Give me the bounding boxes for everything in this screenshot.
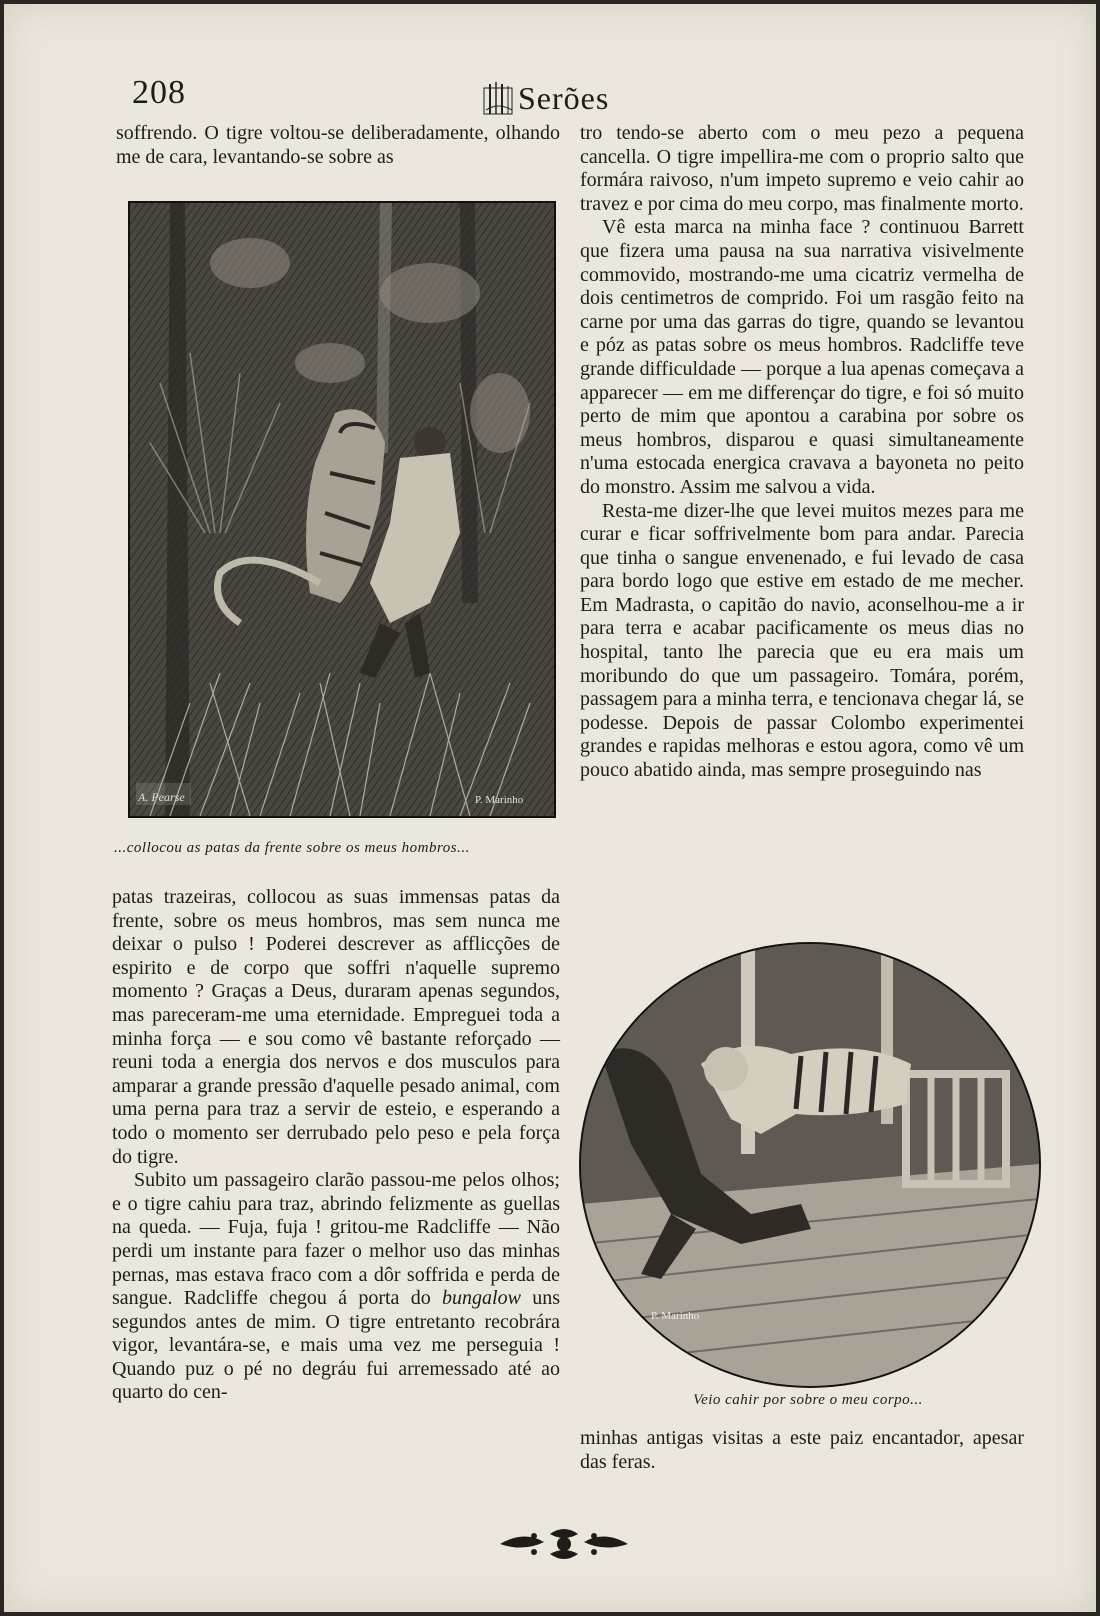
text-run: Subito um passageiro clarão passou-me pelos olhos; e o tigre cahiu para traz, abrindo felizmente as guellas na queda. — Fuja, fuja ! gritou-me Radcliffe — Não perdi um instante para fazer o melhor uso das minhas pernas, mas estava fraco com a dôr soffrida e perda de sangue. Radcliffe chegou á porta do xyxy=(112,1169,560,1310)
book-page xyxy=(4,4,1096,1612)
engraver-signature: P. Marinho xyxy=(475,794,524,806)
journal-logo-icon xyxy=(482,80,514,116)
left-column-top-text xyxy=(116,122,560,169)
artist-signature: A. Pearse xyxy=(138,790,185,804)
right-column-bottom-text xyxy=(580,1427,1024,1474)
tiger-leap-illustration xyxy=(579,942,1041,1388)
paragraph-continuation: soffrendo. O tigre voltou-se deliberadamente, olhando me de cara, levantando-se sobre as xyxy=(116,122,560,168)
page-header xyxy=(4,62,1096,122)
page-number: 208 xyxy=(132,74,186,111)
text-run: uns segundos antes de mim. O tigre entretanto recobrára vigor, levantára-se, e mais uma vez me perseguia ! Quando puz o pé no degráu fui arremessado até ao quarto do cen- xyxy=(112,1287,560,1404)
tiger-attack-illustration xyxy=(128,201,556,818)
paragraph: patas trazeiras, collocou as suas immensas patas da frente, sobre os meus hombros, mas sem nunca me deixar o pulso ! Poderei descrever as afflicções de espirito e de corpo que soffri n'aquelle supremo momento ? Graças a Deus, duraram apenas segundos, mas pareceram-me uma eternidade. Empreguei toda a minha força — e sou como vê bastante reforçado — reuni toda a energia dos nervos e dos musculos para amparar a grande pressão d'aquelle pesado animal, com uma perna para traz a servir de esteio, e esperando a todo o momento ser derrubado pelo peso e pela força do tigre. xyxy=(112,886,560,1168)
figure-caption-2: Veio cahir por sobre o meu corpo... xyxy=(693,1392,923,1408)
paragraph: Resta-me dizer-lhe que levei muitos mezes para me curar e ficar soffrivelmente bom para andar. Parecia que tinha o sangue envenenado, e fui levado de casa para bordo logo que estive em estado de me mecher. Em Madrasta, o capitão do navio, aconselhou-me a ir para terra e acabar pacificamente os meus dias no hospital, tanto lhe parecia que eu era mais um moribundo do que um passageiro. Tomára, porém, passagem para a minha terra, e tencionava chegar lá, se podesse. Depois de passar Colombo experimentei grandes e rapidas melhoras e estou agora, como vê um pouco abatido ainda, mas sempre proseguindo nas xyxy=(580,499,1024,782)
engraver-signature: P. Marinho xyxy=(651,1310,700,1322)
fleuron-ornament-icon xyxy=(494,1522,634,1566)
figure-caption-1: ...collocou as patas da frente sobre os meus hombros... xyxy=(114,840,470,856)
running-head xyxy=(482,70,609,116)
paragraph: Vê esta marca na minha face ? continuou Barrett que fizera uma pausa na sua narrativa visivelmente commovido, mostrando-me uma cicatriz vermelha de dois centimetros de comprido. Foi um rasgão feito na carne por uma das garras do tigre, quando se levantou e póz as patas sobre os meus hombros. Radcliffe teve grande difficuldade — porque a lua apenas começava a apparecer — em me differençar do tigre, e foi só muito perto de mim que apontou a carabina por sobre os meus hombros, disparou e quasi simultaneamente n'uma estocada energica cravava a bayoneta no peito do monstro. Assim me salvou a vida. xyxy=(580,216,1024,498)
paragraph xyxy=(112,1169,560,1405)
illustration-drawing xyxy=(581,944,1039,1386)
right-column-top-text xyxy=(580,122,1024,783)
illustration-drawing xyxy=(130,203,554,816)
journal-title: Serões xyxy=(518,80,610,116)
italic-word: bungalow xyxy=(442,1287,521,1310)
left-column-bottom-text xyxy=(112,886,560,1405)
paragraph: tro tendo-se aberto com o meu pezo a pequena cancella. O tigre impellira-me com o proprio salto que formára raivoso, n'um impeto supremo e veio cahir ao travez e por cima do meu corpo, mas finalmente morto. xyxy=(580,122,1024,215)
paragraph-continuation: minhas antigas visitas a este paiz encantador, apesar das feras. xyxy=(580,1427,1024,1473)
